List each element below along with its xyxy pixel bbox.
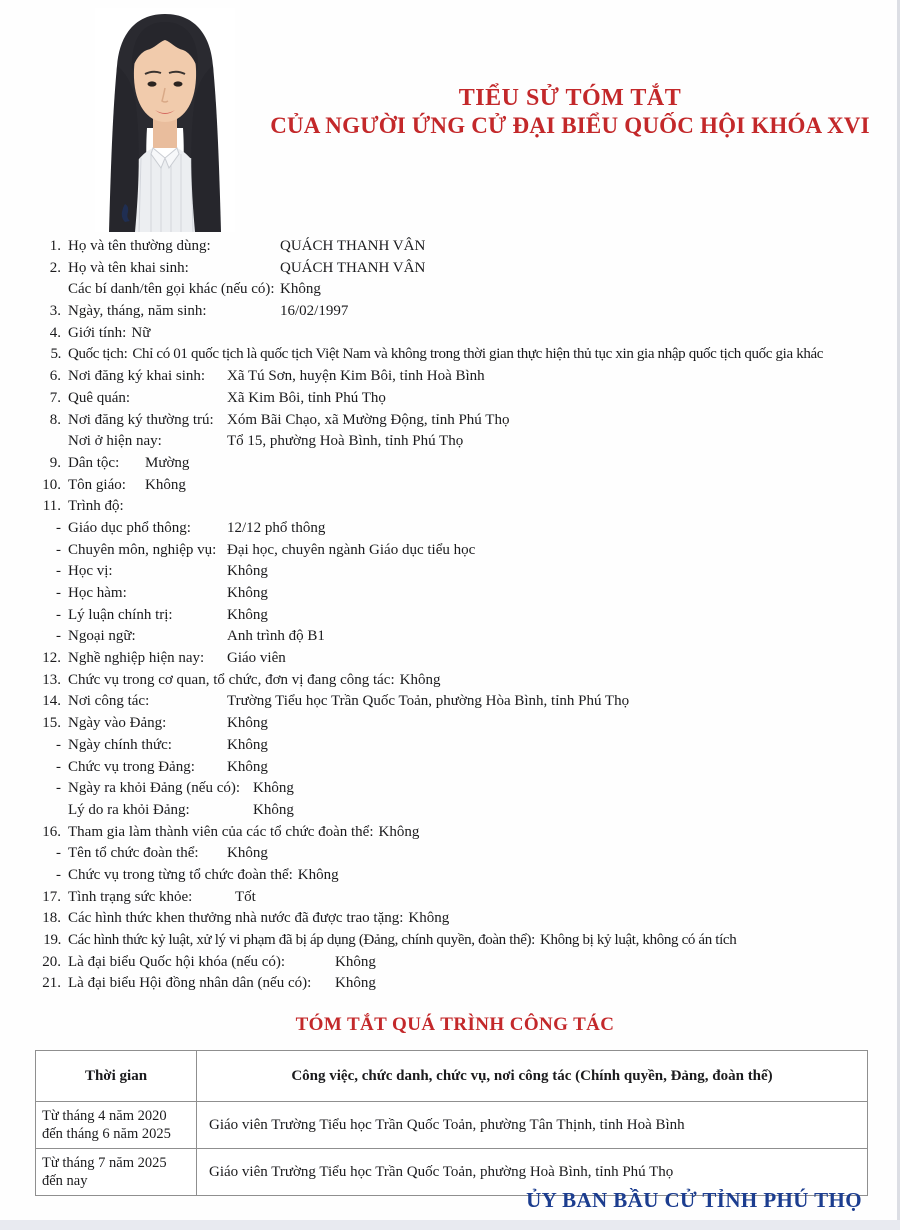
bio-row-label: Nơi đăng ký thường trú: <box>68 411 214 428</box>
bio-row-label: Quốc tịch: <box>68 346 128 363</box>
bio-row-value: Không <box>280 281 321 298</box>
bio-row <box>35 258 897 280</box>
bio-row-marker: 17. <box>42 888 61 905</box>
bio-row <box>35 410 897 432</box>
bio-row-value: Không <box>399 671 441 688</box>
bio-row-label: Ngày vào Đảng: <box>68 715 167 732</box>
bio-row-marker: 4. <box>49 324 61 341</box>
bio-row-marker: 8. <box>49 411 61 428</box>
bio-row-label: Học vị: <box>68 563 113 580</box>
bio-row-value: Chỉ có 01 quốc tịch là quốc tịch Việt Nam và không trong thời gian thực hiện thủ tục xin gia nhập quốc tịch quốc gia khác <box>132 346 824 363</box>
bio-row <box>35 583 897 605</box>
bio-row-label: Chức vụ trong Đảng: <box>68 758 195 775</box>
bio-row-value: Không bị kỷ luật, không có án tích <box>539 932 737 948</box>
bio-row-label: Học hàm: <box>68 585 127 601</box>
bio-row-value: Giáo viên <box>227 650 286 667</box>
bio-row <box>35 887 897 909</box>
bio-row-value: Không <box>227 736 268 753</box>
career-column-time: Thời gian <box>36 1051 197 1102</box>
bio-row-label: Các bí danh/tên gọi khác (nếu có): <box>68 281 275 298</box>
bio-row-label: Là đại biểu Hội đồng nhân dân (nếu có): <box>68 975 312 992</box>
bio-row <box>35 973 897 995</box>
career-table-row <box>36 1102 868 1149</box>
bio-row-value: Không <box>227 845 268 862</box>
bio-row-label: Lý do ra khỏi Đảng: <box>68 801 190 818</box>
bio-row-marker: - <box>56 585 61 601</box>
bio-row-value: Không <box>227 563 268 580</box>
bio-row-label: Nơi công tác: <box>68 693 150 710</box>
bio-row-label: Ngày ra khỏi Đảng (nếu có): <box>68 780 241 797</box>
bio-row-value: Anh trình độ B1 <box>227 628 325 645</box>
bio-row-value: Không <box>227 606 268 623</box>
bio-row-value: Trường Tiểu học Trần Quốc Toản, phường Hòa Bình, tỉnh Phú Thọ <box>227 693 630 710</box>
bio-row-marker: 21. <box>42 975 61 992</box>
bio-row <box>35 735 897 757</box>
bio-row-marker: 2. <box>49 259 61 276</box>
career-column-job: Công việc, chức danh, chức vụ, nơi công tác (Chính quyền, Đảng, đoàn thể) <box>197 1051 868 1102</box>
bio-row-value: Không <box>227 585 268 601</box>
bio-row <box>35 323 897 345</box>
bio-row-label: Các hình thức khen thưởng nhà nước đã được trao tặng: <box>68 910 404 927</box>
bio-row-value: Không <box>378 823 420 840</box>
bio-row <box>35 930 897 952</box>
bio-row-value: Không <box>227 758 268 775</box>
bio-row <box>35 518 897 540</box>
bio-row-marker: 18. <box>42 910 61 927</box>
bio-row-marker: - <box>56 845 61 862</box>
bio-row-label: Chức vụ trong từng tổ chức đoàn thể: <box>68 866 293 883</box>
bio-row-value: Không <box>253 801 294 818</box>
bio-row-label: Tình trạng sức khỏe: <box>68 888 193 905</box>
bio-row-marker: 9. <box>49 454 61 471</box>
bio-row-marker: 5. <box>50 346 61 363</box>
bio-row <box>35 366 897 388</box>
bio-row-marker: 10. <box>42 476 61 493</box>
bio-row <box>35 800 897 822</box>
bio-row-value: Không <box>335 953 376 970</box>
bio-row-marker: - <box>56 758 61 775</box>
bio-row <box>35 540 897 562</box>
bio-row <box>35 344 897 366</box>
bio-row <box>35 670 897 692</box>
biography-list <box>35 236 897 995</box>
bio-row-label: Ngày, tháng, năm sinh: <box>68 303 207 320</box>
bio-row <box>35 778 897 800</box>
bio-row-value: Nữ <box>131 324 151 341</box>
document-title-line2: CỦA NGƯỜI ỨNG CỬ ĐẠI BIỂU QUỐC HỘI KHÓA XVI <box>270 113 870 138</box>
bio-row <box>35 605 897 627</box>
career-row-job: Giáo viên Trường Tiểu học Trần Quốc Toản, phường Tân Thịnh, tỉnh Hoà Bình <box>197 1102 868 1149</box>
bio-row-marker: - <box>56 541 61 558</box>
bio-row-value: Không <box>253 780 294 797</box>
bio-row <box>35 908 897 930</box>
bio-row-label: Họ và tên thường dùng: <box>68 238 211 254</box>
bio-row-label: Trình độ: <box>68 498 124 515</box>
bio-row <box>35 453 897 475</box>
bio-row-marker: 1. <box>49 238 61 254</box>
bio-row <box>35 952 897 974</box>
bio-row-value: 16/02/1997 <box>280 303 349 320</box>
bio-row <box>35 236 897 258</box>
career-history-table <box>35 1050 868 1196</box>
bio-row-value: 12/12 phổ thông <box>227 519 326 536</box>
bio-row-label: Chuyên môn, nghiệp vụ: <box>68 541 217 558</box>
bio-row-label: Lý luận chính trị: <box>68 606 173 623</box>
career-section-title: TÓM TẮT QUÁ TRÌNH CÔNG TÁC <box>295 1014 615 1035</box>
bio-row <box>35 691 897 713</box>
bio-row-label: Tôn giáo: <box>68 476 126 493</box>
bio-row-marker: - <box>56 628 61 645</box>
bio-row <box>35 279 897 301</box>
bio-row <box>35 301 897 323</box>
bio-row-label: Giáo dục phổ thông: <box>68 519 191 536</box>
bio-row <box>35 822 897 844</box>
bio-row-value: Không <box>145 476 186 493</box>
bio-row-marker: - <box>56 563 61 580</box>
bio-row-label: Họ và tên khai sinh: <box>68 259 189 276</box>
bio-row <box>35 713 897 735</box>
bio-row <box>35 757 897 779</box>
document-title <box>250 84 890 140</box>
bio-row-value: Xã Kim Bôi, tỉnh Phú Thọ <box>227 389 386 406</box>
scan-edge-bottom <box>0 1220 900 1230</box>
career-row-time: Từ tháng 7 năm 2025 đến nay <box>36 1149 197 1196</box>
bio-row <box>35 431 897 453</box>
bio-row <box>35 475 897 497</box>
bio-row-marker: 3. <box>49 303 61 320</box>
bio-row-marker: - <box>56 519 61 536</box>
bio-row-marker: 20. <box>42 953 61 970</box>
bio-row-marker: 6. <box>49 368 61 385</box>
bio-row-value: Không <box>297 866 339 883</box>
bio-row-label: Ngoại ngữ: <box>68 628 136 645</box>
bio-row-marker: - <box>56 736 61 753</box>
bio-row-value: Tổ 15, phường Hoà Bình, tỉnh Phú Thọ <box>227 433 464 450</box>
bio-row-marker: 11. <box>42 498 61 515</box>
bio-row-value: Xóm Bãi Chạo, xã Mường Động, tỉnh Phú Thọ <box>227 411 510 428</box>
bio-row-marker: 7. <box>49 389 61 406</box>
bio-row-value: Không <box>335 975 376 992</box>
bio-row <box>35 561 897 583</box>
bio-row-marker: 19. <box>43 932 61 948</box>
bio-row-value: Xã Tú Sơn, huyện Kim Bôi, tỉnh Hoà Bình <box>227 368 485 385</box>
career-row-time: Từ tháng 4 năm 2020 đến tháng 6 năm 2025 <box>36 1102 197 1149</box>
election-committee-signature: ỦY BAN BẦU CỬ TỈNH PHÚ THỌ <box>526 1188 862 1212</box>
candidate-portrait-photo <box>95 8 235 232</box>
bio-row-label: Dân tộc: <box>68 454 120 471</box>
bio-row-marker: - <box>56 866 61 883</box>
bio-row-marker: 13. <box>42 671 61 688</box>
bio-row-marker: 14. <box>42 693 61 710</box>
career-table-header-row <box>36 1051 868 1102</box>
bio-row-marker: - <box>56 606 61 623</box>
bio-row-label: Nghề nghiệp hiện nay: <box>68 650 205 667</box>
portrait-illustration <box>95 8 235 232</box>
bio-row-label: Chức vụ trong cơ quan, tổ chức, đơn vị đang công tác: <box>68 671 395 688</box>
bio-row-marker: - <box>56 780 61 797</box>
bio-row-value: Không <box>227 715 268 732</box>
bio-row-marker: 16. <box>42 823 61 840</box>
bio-row <box>35 843 897 865</box>
career-row-job: Giáo viên Trường Tiểu học Trần Quốc Toản, phường Hoà Bình, tỉnh Phú Thọ <box>197 1149 868 1196</box>
bio-row-label: Là đại biểu Quốc hội khóa (nếu có): <box>68 953 286 970</box>
bio-row <box>35 388 897 410</box>
bio-row-label: Ngày chính thức: <box>68 736 172 753</box>
bio-row-value: Không <box>408 910 450 927</box>
bio-row-marker: 12. <box>42 650 61 667</box>
bio-row-value: Tốt <box>235 888 256 905</box>
document-title-line1: TIỂU SỬ TÓM TẮT <box>458 85 682 111</box>
bio-row-value: QUÁCH THANH VÂN <box>280 259 426 276</box>
bio-row <box>35 496 897 518</box>
bio-row-label: Tham gia làm thành viên của các tổ chức đoàn thể: <box>68 823 374 840</box>
bio-row-label: Quê quán: <box>68 389 131 406</box>
bio-row-label: Các hình thức kỷ luật, xử lý vi phạm đã bị áp dụng (Đảng, chính quyền, đoàn thể): <box>68 932 535 948</box>
bio-row-value: Mường <box>145 454 190 471</box>
bio-row <box>35 648 897 670</box>
bio-row-value: Đại học, chuyên ngành Giáo dục tiểu học <box>227 541 476 558</box>
bio-row-value: QUÁCH THANH VÂN <box>280 238 426 254</box>
bio-row-label: Nơi ở hiện nay: <box>68 433 162 450</box>
bio-row <box>35 865 897 887</box>
bio-row <box>35 626 897 648</box>
bio-row-marker: 15. <box>42 715 61 732</box>
bio-row-label: Tên tổ chức đoàn thể: <box>68 845 199 862</box>
bio-row-label: Nơi đăng ký khai sinh: <box>68 368 206 385</box>
bio-row-label: Giới tính: <box>68 324 127 341</box>
